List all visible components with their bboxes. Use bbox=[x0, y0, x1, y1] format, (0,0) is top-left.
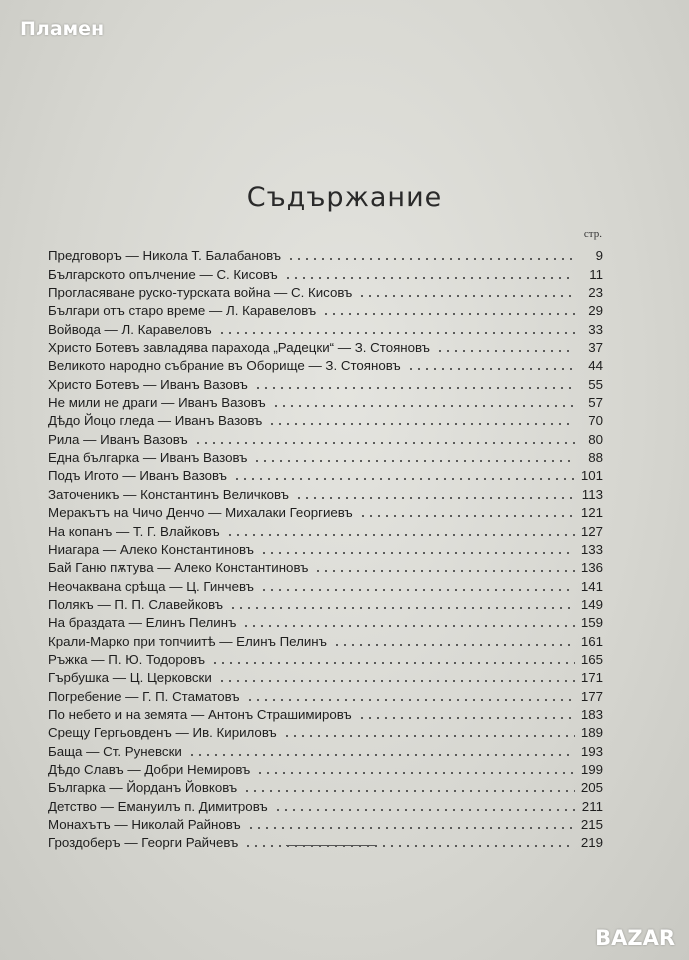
toc-entry-title: Крали-Марко при топчиитѣ — Елинъ Пелинъ bbox=[48, 633, 327, 649]
dot-leader bbox=[211, 662, 575, 664]
toc-entry-title: Гроздоберъ — Георги Райчевъ bbox=[48, 835, 239, 851]
dot-leader bbox=[358, 717, 575, 719]
toc-entry bbox=[48, 466, 603, 484]
dot-leader bbox=[188, 754, 575, 756]
table-of-contents bbox=[48, 246, 603, 851]
dot-leader bbox=[436, 350, 575, 352]
toc-entry-title: Бай Ганю пѫтува — Алеко Константиновъ bbox=[48, 560, 309, 576]
toc-entry bbox=[48, 448, 603, 466]
toc-entry bbox=[48, 301, 603, 319]
toc-entry-title: Българското опълчение — С. Кисовъ bbox=[48, 266, 278, 282]
toc-entry bbox=[48, 283, 603, 301]
toc-entry-page: 9 bbox=[595, 248, 603, 264]
toc-entry-title: По небето и на земята — Антонъ Страшимировъ bbox=[48, 706, 352, 722]
dot-leader bbox=[229, 607, 575, 609]
toc-entry-page: 113 bbox=[581, 486, 603, 502]
toc-entry bbox=[48, 631, 603, 649]
toc-entry-page: 57 bbox=[588, 395, 603, 411]
toc-entry bbox=[48, 429, 603, 447]
toc-entry bbox=[48, 521, 603, 539]
toc-entry bbox=[48, 558, 603, 576]
dot-leader bbox=[322, 313, 575, 315]
dot-leader bbox=[295, 497, 575, 499]
toc-entry-page: 37 bbox=[588, 340, 603, 356]
toc-entry-page: 215 bbox=[580, 817, 603, 832]
toc-entry-page: 141 bbox=[580, 578, 603, 594]
toc-entry bbox=[48, 741, 603, 759]
toc-entry-page: 177 bbox=[580, 688, 603, 704]
toc-entry bbox=[48, 686, 603, 704]
toc-entry-page: 101 bbox=[580, 468, 603, 484]
toc-entry-page: 219 bbox=[580, 835, 603, 851]
dot-leader bbox=[274, 809, 575, 811]
toc-entry bbox=[48, 650, 603, 668]
dot-leader bbox=[233, 478, 575, 480]
toc-entry-page: 55 bbox=[588, 376, 603, 392]
dot-leader bbox=[287, 258, 575, 260]
dot-leader bbox=[253, 460, 575, 462]
toc-entry-page: 161 bbox=[580, 633, 603, 649]
toc-entry bbox=[48, 576, 603, 594]
toc-entry bbox=[48, 503, 603, 521]
dot-leader bbox=[407, 368, 575, 370]
dot-leader bbox=[194, 442, 575, 444]
toc-entry-page: 70 bbox=[588, 413, 603, 429]
toc-entry-title: Предговоръ — Никола Т. Балабановъ bbox=[48, 248, 282, 264]
dot-leader bbox=[358, 295, 575, 297]
toc-entry-page: 193 bbox=[580, 743, 603, 759]
toc-entry-title: Детство — Емануилъ п. Димитровъ bbox=[48, 798, 268, 814]
toc-entry-page: 199 bbox=[580, 761, 603, 777]
toc-entry-title: Христо Ботевъ — Иванъ Вазовъ bbox=[48, 376, 248, 392]
toc-entry-title: Заточеникъ — Константинъ Величковъ bbox=[48, 486, 289, 502]
toc-entry bbox=[48, 374, 603, 392]
toc-entry bbox=[48, 540, 603, 558]
toc-entry bbox=[48, 246, 603, 264]
dot-leader bbox=[254, 387, 575, 389]
dot-leader bbox=[218, 680, 575, 682]
toc-entry-title: Прогласяване руско-турската война — С. Кисовъ bbox=[48, 285, 353, 301]
dot-leader bbox=[272, 405, 575, 407]
toc-entry-title: Баща — Ст. Руневски bbox=[48, 743, 182, 759]
dot-leader bbox=[333, 644, 575, 646]
toc-entry-title: Една българка — Иванъ Вазовъ bbox=[48, 450, 248, 466]
toc-entry-title: Българи отъ старо време — Л. Каравеловъ bbox=[48, 303, 317, 319]
toc-entry bbox=[48, 613, 603, 631]
toc-entry-title: Българка — Йорданъ Йовковъ bbox=[48, 780, 238, 796]
toc-entry bbox=[48, 356, 603, 374]
toc-entry-title: Меракътъ на Чичо Денчо — Михалаки Георгиевъ bbox=[48, 505, 353, 521]
toc-entry-title: На копанъ — Т. Г. Влайковъ bbox=[48, 523, 220, 539]
toc-entry-title: На браздата — Елинъ Пелинъ bbox=[48, 615, 237, 631]
toc-entry bbox=[48, 319, 603, 337]
toc-entry bbox=[48, 833, 603, 851]
dot-leader bbox=[256, 772, 575, 774]
dot-leader bbox=[246, 699, 575, 701]
toc-entry bbox=[48, 264, 603, 282]
toc-entry-page: 183 bbox=[580, 706, 603, 722]
toc-entry-page: 205 bbox=[580, 780, 603, 796]
toc-entry-page: 149 bbox=[580, 596, 603, 612]
page-column-label: стр. bbox=[583, 228, 602, 240]
toc-entry-page: 159 bbox=[580, 615, 603, 631]
toc-entry-title: Ниагара — Алеко Константиновъ bbox=[48, 541, 254, 557]
dot-leader bbox=[314, 570, 575, 572]
toc-entry-page: 136 bbox=[580, 560, 603, 576]
toc-entry-page: 88 bbox=[588, 450, 603, 466]
toc-entry-title: Дѣдо Йоцо гледа — Иванъ Вазовъ bbox=[48, 413, 263, 429]
divider-rule bbox=[286, 845, 376, 846]
toc-entry bbox=[48, 411, 603, 429]
dot-leader bbox=[247, 827, 575, 829]
toc-entry-title: Рила — Иванъ Вазовъ bbox=[48, 431, 188, 447]
dot-leader bbox=[243, 790, 575, 792]
dot-leader bbox=[283, 735, 575, 737]
toc-entry bbox=[48, 595, 603, 613]
toc-entry-title: Дѣдо Славъ — Добри Немировъ bbox=[48, 761, 251, 777]
toc-entry-page: 80 bbox=[588, 431, 603, 447]
toc-entry bbox=[48, 668, 603, 686]
toc-entry-title: Христо Ботевъ завладява парахода „Радецки“ — З. Стояновъ bbox=[48, 340, 430, 356]
toc-entry-page: 33 bbox=[588, 321, 603, 337]
dot-leader bbox=[242, 625, 575, 627]
toc-entry bbox=[48, 778, 603, 796]
toc-entry-title: Войвода — Л. Каравеловъ bbox=[48, 321, 212, 337]
toc-entry-page: 127 bbox=[580, 523, 603, 539]
toc-entry-page: 189 bbox=[580, 725, 603, 741]
toc-entry-page: 23 bbox=[588, 285, 603, 301]
toc-entry-title: Великото народно събрание въ Оборище — З. Стояновъ bbox=[48, 358, 401, 374]
toc-entry-page: 29 bbox=[588, 303, 603, 319]
dot-leader bbox=[218, 332, 575, 334]
toc-entry bbox=[48, 723, 603, 741]
toc-entry-page: 133 bbox=[580, 541, 603, 557]
toc-entry-page: 11 bbox=[589, 266, 603, 282]
toc-entry-title: Полякъ — П. П. Славейковъ bbox=[48, 596, 224, 612]
dot-leader bbox=[359, 515, 575, 517]
toc-entry-title: Гърбушка — Ц. Церковски bbox=[48, 670, 212, 686]
page-title: Съдържание bbox=[246, 182, 443, 213]
toc-entry-page: 171 bbox=[580, 670, 603, 686]
dot-leader bbox=[226, 534, 575, 536]
toc-entry-page: 211 bbox=[581, 798, 603, 814]
toc-entry-title: Монахътъ — Николай Райновъ bbox=[48, 817, 241, 832]
toc-entry-title: Не мили не драги — Иванъ Вазовъ bbox=[48, 395, 266, 411]
toc-entry bbox=[48, 484, 603, 502]
toc-entry-page: 121 bbox=[580, 505, 603, 521]
bazar-logo: BAZAR bbox=[595, 926, 675, 950]
toc-entry-title: Подъ Игото — Иванъ Вазовъ bbox=[48, 468, 227, 484]
toc-entry-title: Ръжка — П. Ю. Тодоровъ bbox=[48, 651, 206, 667]
dot-leader bbox=[260, 552, 575, 554]
toc-entry-page: 165 bbox=[580, 651, 603, 667]
dot-leader bbox=[260, 589, 575, 591]
toc-entry bbox=[48, 760, 603, 778]
toc-entry bbox=[48, 705, 603, 723]
toc-entry bbox=[48, 796, 603, 814]
toc-entry-title: Срещу Гергьовденъ — Ив. Кириловъ bbox=[48, 725, 277, 741]
toc-entry bbox=[48, 338, 603, 356]
toc-entry bbox=[48, 815, 603, 833]
toc-entry-title: Неочаквана срѣща — Ц. Гинчевъ bbox=[48, 578, 254, 594]
dot-leader bbox=[284, 277, 575, 279]
toc-entry-page: 44 bbox=[588, 358, 603, 374]
toc-entry bbox=[48, 393, 603, 411]
seller-watermark: Пламен bbox=[20, 18, 105, 40]
dot-leader bbox=[268, 423, 575, 425]
toc-entry-title: Погребение — Г. П. Стаматовъ bbox=[48, 688, 240, 704]
